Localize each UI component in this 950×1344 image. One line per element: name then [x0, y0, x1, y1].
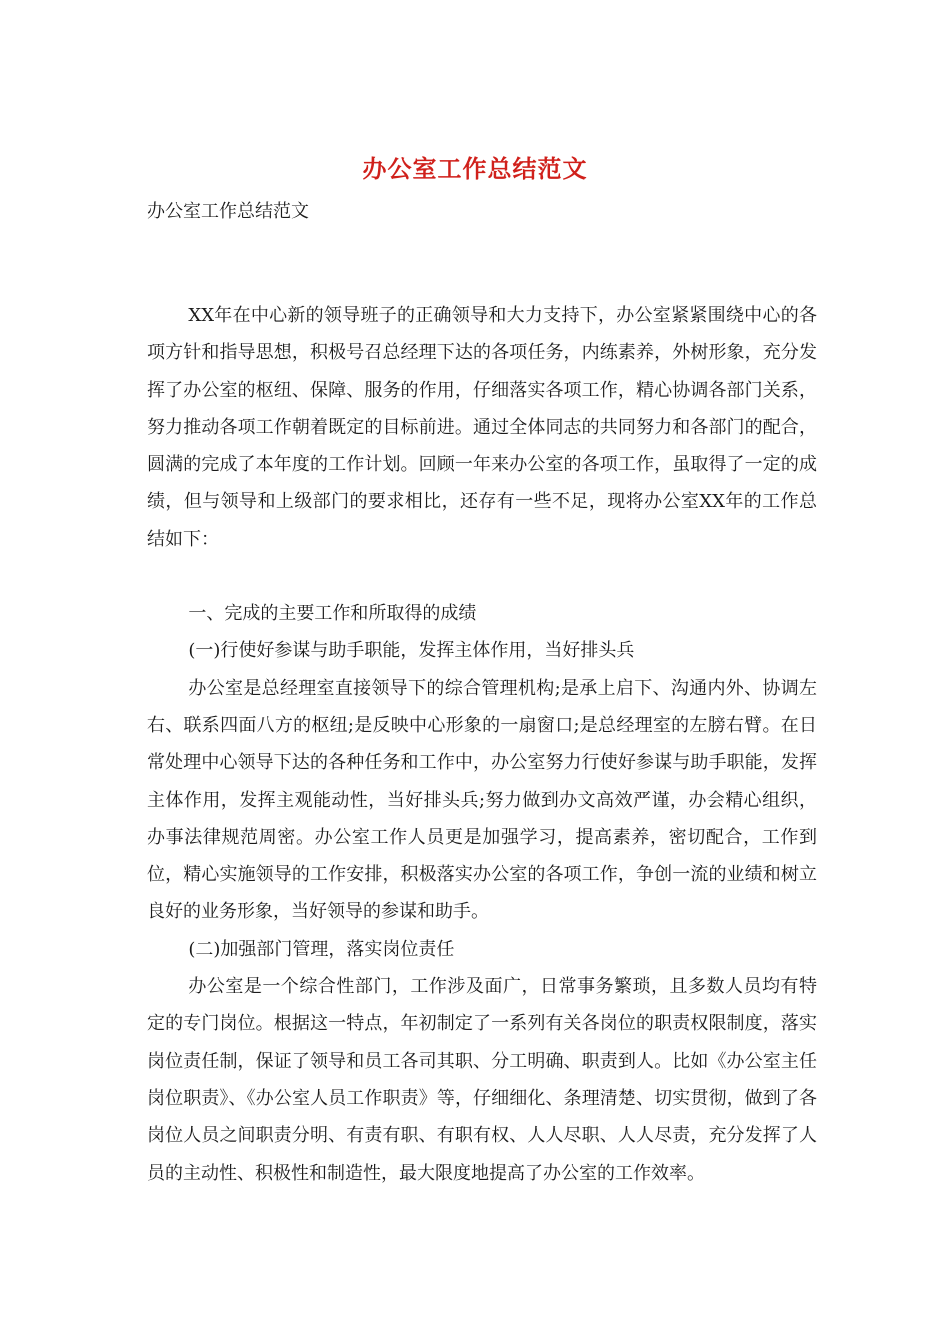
document-title: 办公室工作总结范文: [362, 154, 588, 183]
paragraph: 办公室是总经理室直接领导下的综合管理机构;是承上启下、沟通内外、协调左右、联系四面八方的枢纽;是反映中心形象的一扇窗口;是总经理室的左膀右臂。在日常处理中心领导下达的各种任务和工作中，办公室努力行使好参谋与助手职能，发挥主体作用，发挥主观能动性，当好排头兵;努力做到办文高效严谨，办会精心组织，办事法律规范周密。办公室工作人员更是加强学习，提高素养，密切配合，工作到位，精心实施领导的工作安排，积极落实办公室的各项工作，争创一流的业绩和树立良好的业务形象，当好领导的参谋和助手。: [147, 677, 817, 923]
subsection-heading: (二)加强部门管理，落实岗位责任: [188, 938, 455, 960]
paragraph-intro: XX年在中心新的领导班子的正确领导和大力支持下，办公室紧紧围绕中心的各项方针和指导思想，积极号召总经理下达的各项任务，内练素养，外树形象，充分发挥了办公室的枢纽、保障、服务的作用，仔细落实各项工作，精心协调各部门关系，努力推动各项工作朝着既定的目标前进。通过全体同志的共同努力和各部门的配合，圆满的完成了本年度的工作计划。回顾一年来办公室的各项工作，虽取得了一定的成绩，但与领导和上级部门的要求相比，还存有一些不足，现将办公室XX年的工作总结如下：: [147, 305, 817, 550]
subsection-heading: (一)行使好参谋与助手职能，发挥主体作用，当好排头兵: [188, 640, 635, 662]
paragraph: 办公室是一个综合性部门，工作涉及面广，日常事务繁琐，且多数人员均有特定的专门岗位。根据这一特点，年初制定了一系列有关各岗位的职责权限制度，落实岗位责任制，保证了领导和员工各司其职、分工明确、职责到人。比如《办公室主任岗位职责》、《办公室人员工作职责》等，仔细细化、条理清楚、切实贯彻，做到了各岗位人员之间职责分明、有责有职、有职有权、人人尽职、人人尽责，充分发挥了人员的主动性、积极性和制造性，最大限度地提高了办公室的工作效率。: [147, 976, 817, 1184]
section-heading: 一、完成的主要工作和所取得的成绩: [188, 603, 477, 625]
document-subtitle: 办公室工作总结范文: [147, 201, 309, 222]
document-body: [147, 297, 817, 1192]
